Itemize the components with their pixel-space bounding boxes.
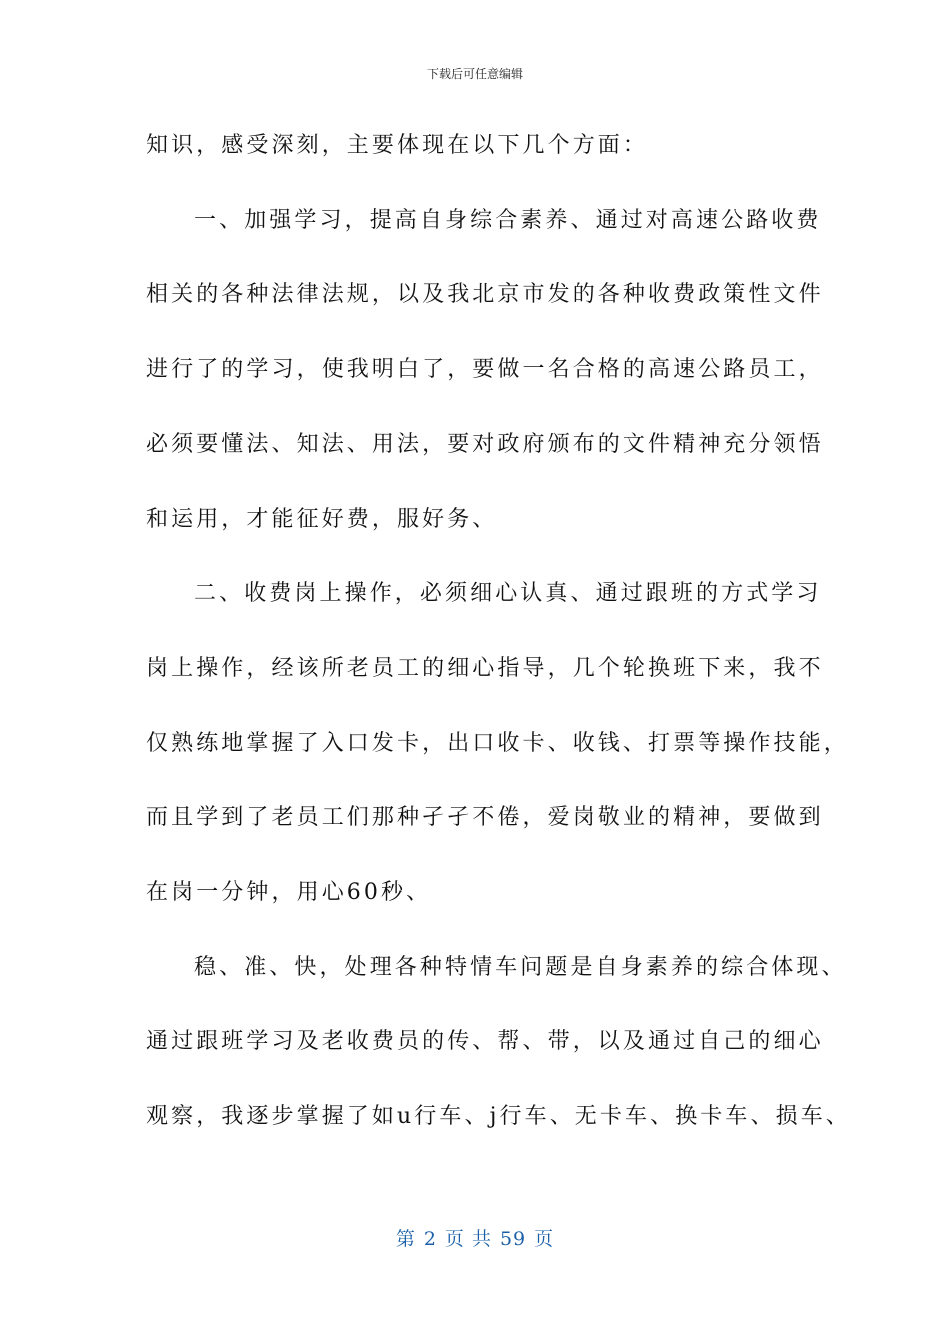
- page-header-note: 下载后可任意编辑: [426, 67, 523, 81]
- body-line-7: 二、收费岗上操作，必须细心认真、通过跟班的方式学习: [194, 581, 822, 606]
- footer-total-pages: 59: [499, 1228, 527, 1250]
- body-line-14: 观察，我逐步掌握了如u行车、j行车、无卡车、换卡车、损车、: [146, 1104, 851, 1129]
- body-line-6: 和运用，才能征好费，服好务、: [146, 507, 498, 532]
- footer-prefix: 第: [395, 1228, 416, 1250]
- footer-current-page: 2: [423, 1228, 437, 1250]
- body-line-4: 进行了的学习，使我明白了，要做一名合格的高速公路员工，: [146, 357, 824, 382]
- page-footer: [0, 1227, 950, 1251]
- body-line-5: 必须要懂法、知法、用法，要对政府颁布的文件精神充分领悟: [146, 432, 824, 457]
- body-line-11: 在岗一分钟，用心60秒、: [146, 880, 432, 905]
- body-line-10: 而且学到了老员工们那种孑孑不倦，爱岗敬业的精神，要做到: [146, 805, 824, 830]
- body-line-3: 相关的各种法律法规，以及我北京市发的各种收费政策性文件: [146, 282, 824, 307]
- body-line-12: 稳、准、快，处理各种特情车问题是自身素养的综合体现、: [194, 955, 847, 980]
- body-line-9: 仅熟练地掌握了入口发卡，出口收卡、收钱、打票等操作技能，: [146, 731, 849, 756]
- body-line-8: 岗上操作，经该所老员工的细心指导，几个轮换班下来，我不: [146, 656, 824, 681]
- body-line-13: 通过跟班学习及老收费员的传、帮、带，以及通过自己的细心: [146, 1029, 824, 1054]
- body-line-2: 一、加强学习，提高自身综合素养、通过对高速公路收费: [194, 208, 822, 233]
- body-line-1: 知识，感受深刻，主要体现在以下几个方面：: [146, 133, 649, 158]
- footer-suffix: 页: [534, 1228, 555, 1250]
- footer-middle: 页 共: [444, 1228, 492, 1250]
